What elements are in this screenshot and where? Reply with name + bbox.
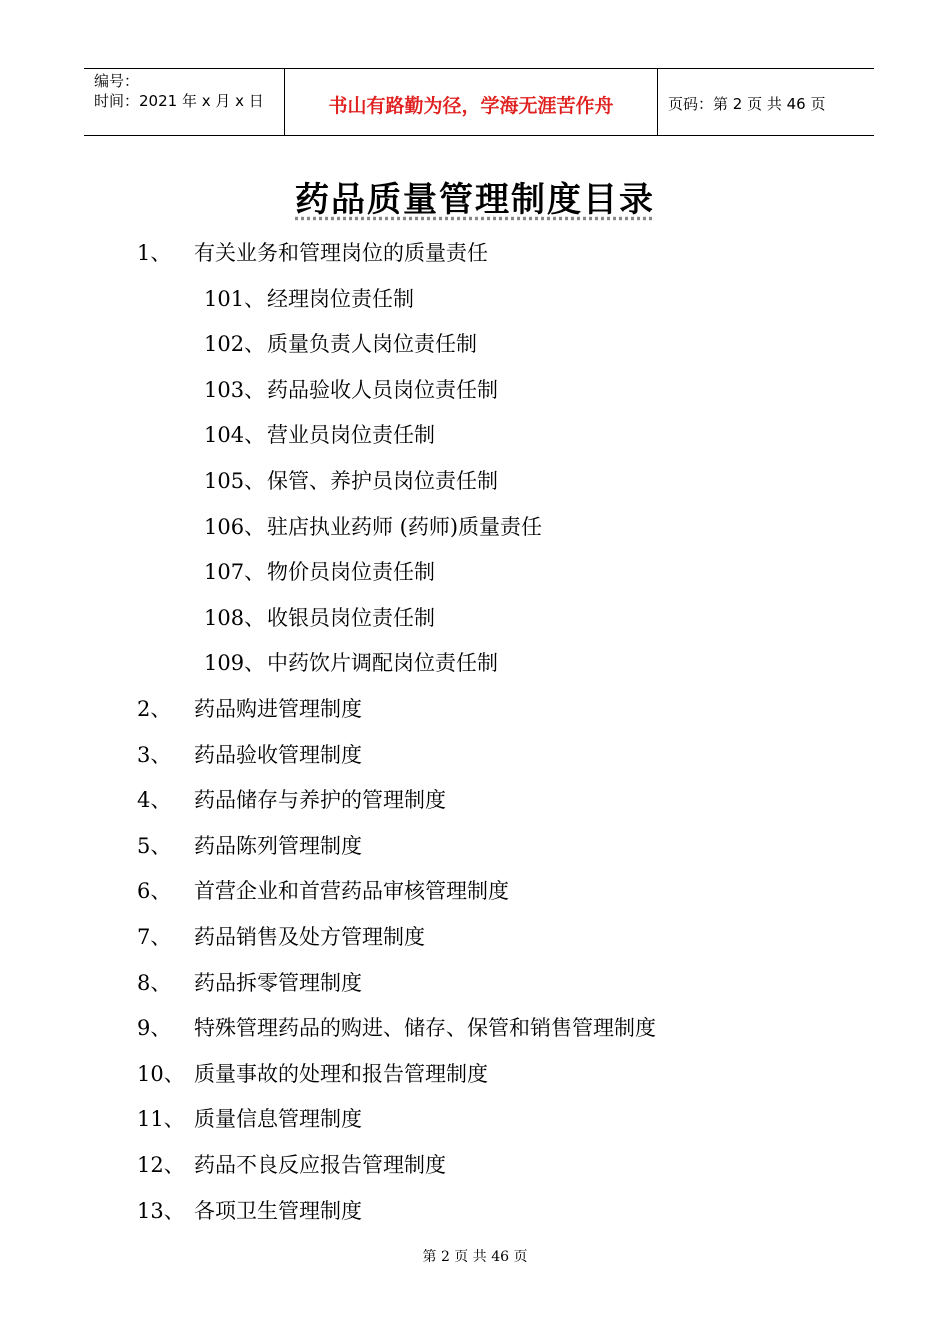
toc-item-number: 5、: [137, 833, 172, 858]
toc-item-label: 药品陈列管理制度: [194, 833, 362, 858]
toc-item-number: 6、: [137, 879, 172, 904]
toc-item-label: 药品验收人员岗位责任制: [267, 377, 498, 402]
document-title: [0, 172, 950, 221]
toc-item-label: 药品销售及处方管理制度: [194, 925, 425, 949]
toc-item-label: 药品验收管理制度: [194, 742, 362, 767]
toc-item-label: 药品拆零管理制度: [194, 970, 362, 995]
toc-item-number: 107、: [204, 560, 266, 585]
toc-item-number: 109、: [204, 651, 266, 676]
toc-item-label: 保管、养护员岗位责任制: [267, 469, 498, 493]
toc-item-number: 9、: [137, 1016, 172, 1041]
toc-item-label: 药品不良反应报告管理制度: [194, 1153, 446, 1177]
toc-item-number: 103、: [204, 377, 266, 402]
header-number-label: 编号：: [94, 72, 140, 90]
page-header: [84, 68, 874, 136]
document-title-text: 药品质量管理制度目录: [295, 180, 655, 220]
toc-item-number: 7、: [137, 925, 172, 949]
toc-item-label: 有关业务和管理岗位的质量责任: [194, 241, 488, 265]
toc-item-number: 13、: [137, 1198, 185, 1223]
toc-item-number: 8、: [137, 970, 172, 995]
toc-item-label: 各项卫生管理制度: [194, 1198, 362, 1223]
toc-item-number: 3、: [137, 742, 172, 767]
toc-item-label: 首营企业和首营药品审核管理制度: [194, 879, 509, 904]
toc-item-number: 106、: [204, 514, 266, 539]
header-page-label: 页码：第 2 页 共 46 页: [668, 95, 826, 113]
toc-item-label: 中药饮片调配岗位责任制: [267, 651, 498, 676]
toc-item-number: 12、: [137, 1153, 185, 1177]
toc-item-label: 药品购进管理制度: [194, 697, 362, 721]
toc-item-number: 108、: [204, 605, 266, 630]
toc-item-label: 物价员岗位责任制: [267, 560, 435, 585]
header-motto: 书山有路勤为径，学海无涯苦作舟: [328, 95, 614, 117]
header-meta: [94, 71, 264, 111]
toc-item-label: 营业员岗位责任制: [267, 423, 435, 448]
page-footer: 第 2 页 共 46 页: [422, 1249, 528, 1265]
toc-item-number: 102、: [204, 332, 266, 357]
toc-item-number: 1、: [137, 241, 172, 265]
toc-item-number: 105、: [204, 469, 266, 493]
toc-item-label: 收银员岗位责任制: [267, 605, 435, 630]
toc-item-label: 质量事故的处理和报告管理制度: [194, 1061, 488, 1086]
toc-item-number: 2、: [137, 697, 172, 721]
header-time-label: 时间：2021 年 x 月 x 日: [94, 92, 264, 110]
toc-item-label: 驻店执业药师 (药师)质量责任: [267, 514, 543, 539]
toc-item-label: 药品储存与养护的管理制度: [194, 788, 446, 813]
toc-item-number: 11、: [137, 1107, 185, 1132]
toc-item-label: 质量信息管理制度: [194, 1107, 362, 1132]
toc-item-label: 特殊管理药品的购进、储存、保管和销售管理制度: [194, 1016, 656, 1041]
toc-item-number: 104、: [204, 423, 266, 448]
toc-item-number: 101、: [204, 286, 266, 311]
toc-item-label: 经理岗位责任制: [267, 286, 414, 311]
toc-item-number: 10、: [137, 1061, 185, 1086]
toc-item-label: 质量负责人岗位责任制: [267, 332, 477, 357]
toc-item-number: 4、: [137, 788, 172, 813]
header-divider: [657, 69, 658, 135]
